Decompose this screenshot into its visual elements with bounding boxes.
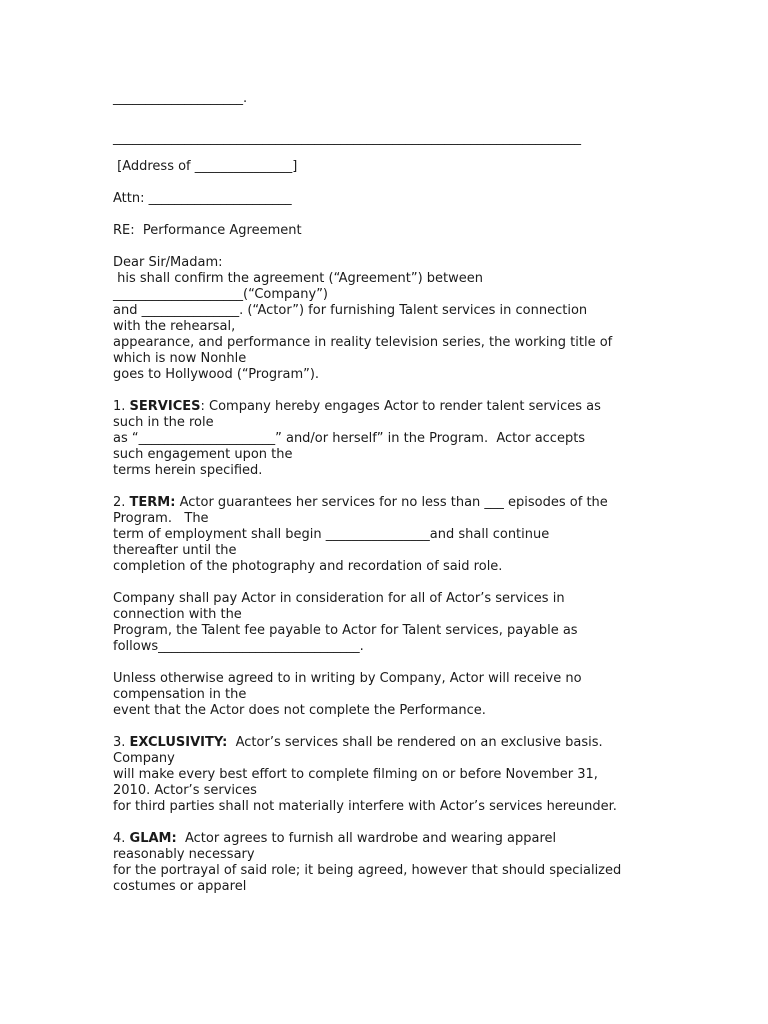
payment-line: Program, the Talent fee payable to Actor for Talent services, payable as: [113, 623, 578, 638]
compensation-line: event that the Actor does not complete the Performance.: [113, 703, 486, 718]
term-heading: TERM:: [129, 495, 176, 510]
term-number: 2.: [113, 495, 130, 510]
intro-line: appearance, and performance in reality television series, the working title of: [113, 335, 613, 350]
intro-line: and _______________. (“Actor”) for furnishing Talent services in connection: [113, 303, 588, 318]
glam-line: [113, 831, 556, 847]
term-line: completion of the photography and recordation of said role.: [113, 559, 503, 574]
services-number: 1.: [113, 399, 130, 414]
glam-number: 4.: [113, 831, 130, 846]
compensation-line: Unless otherwise agreed to in writing by Company, Actor will receive no: [113, 671, 582, 686]
exclusivity-line: will make every best effort to complete filming on or before November 31,: [113, 767, 598, 782]
exclusivity-text: Actor’s services shall be rendered on an exclusive basis.: [227, 735, 603, 750]
term-line: thereafter until the: [113, 543, 237, 558]
date-blank: ____________________.: [113, 91, 248, 106]
payment-line: Company shall pay Actor in consideration for all of Actor’s services in: [113, 591, 565, 606]
intro-line: goes to Hollywood (“Program”).: [113, 367, 320, 382]
exclusivity-line: [113, 735, 603, 751]
services-text: : Company hereby engages Actor to render talent services as: [200, 399, 601, 414]
term-line: [113, 495, 608, 511]
term-line: Program. The: [113, 511, 209, 526]
glam-line: reasonably necessary: [113, 847, 255, 862]
intro-line: which is now Nonhle: [113, 351, 247, 366]
services-line: as “_____________________” and/or herself” in the Program. Actor accepts: [113, 431, 586, 446]
intro-line: ____________________(“Company”): [113, 287, 328, 302]
services-line: such in the role: [113, 415, 214, 430]
address-line: [Address of _______________]: [113, 159, 298, 174]
exclusivity-line: for third parties shall not materially interfere with Actor’s services hereunder.: [113, 799, 617, 814]
exclusivity-heading: EXCLUSIVITY:: [129, 735, 228, 750]
exclusivity-line: Company: [113, 751, 175, 766]
glam-text: Actor agrees to furnish all wardrobe and wearing apparel: [176, 831, 557, 846]
glam-heading: GLAM:: [129, 831, 177, 846]
intro-line: with the rehearsal,: [113, 319, 236, 334]
payment-line: connection with the: [113, 607, 242, 622]
services-line: [113, 399, 601, 415]
salutation: Dear Sir/Madam:: [113, 255, 223, 270]
term-text: Actor guarantees her services for no less than ___ episodes of the: [175, 495, 608, 510]
exclusivity-line: 2010. Actor’s services: [113, 783, 257, 798]
services-line: terms herein specified.: [113, 463, 263, 478]
re-line: RE: Performance Agreement: [113, 223, 302, 238]
intro-line: his shall confirm the agreement (“Agreement”) between: [113, 271, 484, 286]
services-line: such engagement upon the: [113, 447, 293, 462]
services-heading: SERVICES: [129, 399, 201, 414]
term-line: term of employment shall begin ________________and shall continue: [113, 527, 550, 542]
compensation-line: compensation in the: [113, 687, 247, 702]
exclusivity-number: 3.: [113, 735, 130, 750]
glam-line: for the portrayal of said role; it being agreed, however that should specialized: [113, 863, 622, 878]
glam-line: costumes or apparel: [113, 879, 247, 894]
recipient-name-line: ________________________________________________________________________: [113, 131, 581, 146]
attn-line: Attn: ______________________: [113, 191, 292, 206]
payment-line: follows_______________________________.: [113, 639, 364, 654]
